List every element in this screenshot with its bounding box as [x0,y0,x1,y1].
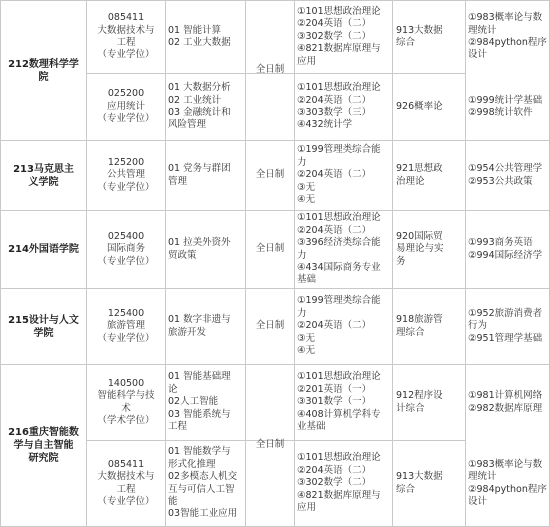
direction-item: 01 拉美外资外 [168,237,231,249]
direction-cell [168,211,245,288]
college-cell [1,1,86,140]
retest-subject: 921思想政 [396,163,443,175]
retest-subject: 理综合 [396,326,425,338]
direction-item: 01 智能基础理 [168,371,231,383]
direction-item: 风险管理 [168,119,207,131]
exam-subject: ④821数据库原理与 [297,43,381,55]
major-name: 智能科学与技 [97,390,155,402]
exam-subject: ④408计算机学科专 [297,408,381,420]
college-name: 院 [38,71,49,83]
college-cell [1,289,86,364]
study-mode: 全日制 [255,169,285,181]
direction-item: 论 [168,383,178,395]
retest-cell [396,1,465,73]
major-name: 大数据技术与 [97,471,155,483]
equal-ability-subject: ②982数据库原理 [468,402,543,414]
degree-type: （专业学位） [97,255,155,267]
equal-ability-subject: ①981计算机网络 [468,390,543,402]
major-cell [87,141,165,210]
equal-ability-subject: ①952旅游消费者 [468,307,543,319]
exam-subject: 基础 [297,274,317,286]
equal-ability-subject: ②953公共政策 [468,175,533,187]
retest-subject: 治理论 [396,175,425,187]
retest-cell [396,289,465,364]
exam-subjects-cell [297,441,392,526]
exam-subject: ①101思想政治理论 [297,371,381,383]
exam-subjects-cell [297,211,392,288]
equal-ability-subject: ①983概率论与数 [468,458,543,470]
direction-item: 03 智能系统与 [168,408,231,420]
college-name: 215设计与人文 [8,314,79,326]
exam-subject: ②204英语（二） [297,18,372,30]
equal-ability-cell [468,365,549,440]
direction-item: 贸政策 [168,249,197,261]
study-mode-cell [246,1,294,140]
retest-cell [396,141,465,210]
column-divider [465,0,466,527]
exam-subject: ②204英语（二） [297,169,372,181]
exam-subject: ①101思想政治理论 [297,82,381,94]
direction-item: 03 金融统计和 [168,107,231,118]
degree-type: （专业学位） [97,113,155,125]
retest-subject: 计综合 [396,402,425,414]
major-name: 国际商务 [106,243,145,255]
study-mode: 全日制 [255,439,285,451]
direction-cell [168,1,245,73]
exam-subject: 力 [297,156,307,168]
exam-subject: ④无 [297,194,316,206]
exam-subject: ②204英语（二） [297,464,372,476]
exam-subject: ①199管理类综合能 [297,295,381,307]
major-name: 旅游管理 [106,320,145,332]
equal-ability-subject: ①983概率论与数 [468,12,543,24]
equal-ability-cell [468,211,549,288]
exam-subject: 业基础 [297,421,326,433]
exam-subject: 力 [297,249,307,261]
retest-subject: 912程序设 [396,390,443,402]
major-name: 工程 [116,483,136,495]
equal-ability-subject: 理统计 [468,24,497,36]
equal-ability-subject: 设计 [468,495,488,507]
college-name: 214外国语学院 [8,244,79,255]
major-name: 应用统计 [106,100,145,112]
equal-ability-subject: 理统计 [468,471,497,483]
equal-ability-cell [468,441,549,526]
retest-subject: 913大数据 [396,24,443,36]
exam-subject: ③396经济类综合能 [297,237,381,249]
direction-item: 02 工业统计 [168,94,222,106]
exam-subjects-cell [297,289,392,364]
exam-subject: ④432统计学 [297,119,353,131]
direction-item: 能 [168,495,178,507]
equal-ability-cell [468,74,549,140]
equal-ability-cell [468,141,549,210]
college-name: 213马克思主 [13,163,74,175]
retest-subject: 920国际贸 [396,230,443,242]
retest-cell [396,211,465,288]
major-cell [87,74,165,140]
major-cell [87,441,165,526]
degree-type: （专业学位） [97,49,155,61]
study-mode-cell [246,289,294,364]
exam-subjects-cell [297,365,392,440]
exam-subject: ②201英语（一） [297,383,372,395]
major-code: 125200 [107,156,145,168]
equal-ability-subject: ①999统计学基础 [468,94,543,106]
major-code: 140500 [107,377,145,389]
direction-cell [168,74,245,140]
major-name: 术 [121,402,131,414]
exam-subject: ③303数学（三） [297,107,372,118]
major-name: 大数据技术与 [97,24,155,36]
column-divider [294,0,295,527]
direction-item: 01 智能计算 [168,24,222,36]
retest-cell [396,74,465,140]
exam-subject: ①101思想政治理论 [297,212,381,224]
exam-subject: ①101思想政治理论 [297,452,381,464]
direction-item: 工程 [168,421,188,433]
direction-item: 互与可信人工智 [168,483,235,495]
college-name: 学与自主智能 [13,440,74,451]
equal-ability-subject: ②994国际经济学 [468,249,543,261]
exam-subject: ②204英语（二） [297,94,372,106]
exam-subject: 应用 [297,502,317,514]
retest-subject: 务 [396,255,406,267]
degree-type: （专业学位） [97,495,155,507]
direction-item: 02人工智能 [168,396,219,408]
direction-item: 01 智能数学与 [168,446,231,458]
major-cell [87,211,165,288]
major-code: 085411 [107,12,145,24]
equal-ability-cell [468,289,549,364]
column-divider [165,0,166,527]
college-name: 216重庆智能数 [8,427,79,438]
direction-cell [168,289,245,364]
college-cell [1,141,86,210]
equal-ability-subject: ①993商务英语 [468,237,533,249]
exam-subject: ①101思想政治理论 [297,5,381,17]
exam-subjects-cell [297,141,392,210]
major-cell [87,1,165,73]
direction-cell [168,441,245,526]
exam-subjects-cell [297,74,392,140]
college-cell [1,211,86,288]
direction-item: 01 党务与群团 [168,163,231,175]
study-mode-cell [246,365,294,526]
retest-subject: 综合 [396,37,416,48]
retest-subject: 913大数据 [396,471,443,483]
exam-subject: ④无 [297,345,316,357]
exam-subject: ④821数据库原理与 [297,489,381,501]
direction-cell [168,365,245,440]
exam-subject: ④434国际商务专业 [297,261,381,273]
degree-type: （专业学位） [97,332,155,344]
direction-cell [168,141,245,210]
exam-subject: ③无 [297,181,316,193]
college-cell [1,365,86,526]
major-cell [87,289,165,364]
major-code: 085411 [107,458,145,470]
exam-subject: 力 [297,307,307,319]
exam-subject: ①199管理类综合能 [297,144,381,156]
retest-cell [396,441,465,526]
college-name: 研究院 [28,453,59,464]
direction-item: 旅游开发 [168,326,207,338]
exam-subject: ②204英语（二） [297,320,372,332]
equal-ability-subject: ②998统计软件 [468,107,533,118]
study-mode: 全日制 [255,243,285,255]
direction-item: 02 工业大数据 [168,37,231,48]
college-name: 义学院 [28,176,59,188]
equal-ability-subject: 设计 [468,49,488,61]
exam-subjects-cell [297,1,392,73]
college-name: 212数理科学学 [8,58,79,70]
direction-item: 管理 [168,175,188,187]
study-mode: 全日制 [255,64,285,76]
retest-subject: 易理论与实 [396,243,444,255]
direction-item: 03智能工业应用 [168,508,238,520]
equal-ability-subject: 行为 [468,320,488,332]
retest-subject: 926概率论 [396,100,443,112]
study-mode-cell [246,141,294,210]
direction-item: 01 数字非遗与 [168,314,231,326]
major-name: 工程 [116,37,136,48]
exam-subject: ③302数学（二） [297,30,372,42]
equal-ability-subject: ①954公共管理学 [468,163,543,175]
major-name: 公共管理 [106,169,145,181]
degree-type: （专业学位） [97,181,155,193]
exam-subject: 应用 [297,55,317,67]
exam-subject: ③302数学（二） [297,477,372,489]
study-mode-cell [246,211,294,288]
exam-subject: ②204英语（二） [297,224,372,236]
equal-ability-subject: ②951管理学基础 [468,332,543,344]
direction-item: 形式化推理 [168,458,216,470]
exam-subject: ③无 [297,332,316,344]
equal-ability-subject: ②984python程序 [468,483,547,495]
retest-cell [396,365,465,440]
major-code: 025200 [107,88,145,100]
retest-subject: 918旅游管 [396,314,443,326]
study-mode: 全日制 [255,320,285,332]
major-cell [87,365,165,440]
direction-item: 01 大数据分析 [168,82,231,94]
retest-subject: 综合 [396,483,416,495]
direction-item: 02多模态人机交 [168,471,238,483]
column-divider [392,0,393,527]
degree-type: （学术学位） [97,414,155,426]
equal-ability-subject: ②984python程序 [468,37,547,48]
college-name: 学院 [33,327,54,339]
major-code: 025400 [107,230,145,242]
equal-ability-cell [468,1,549,73]
major-code: 125400 [107,307,145,319]
exam-subject: ③301数学（一） [297,396,372,408]
